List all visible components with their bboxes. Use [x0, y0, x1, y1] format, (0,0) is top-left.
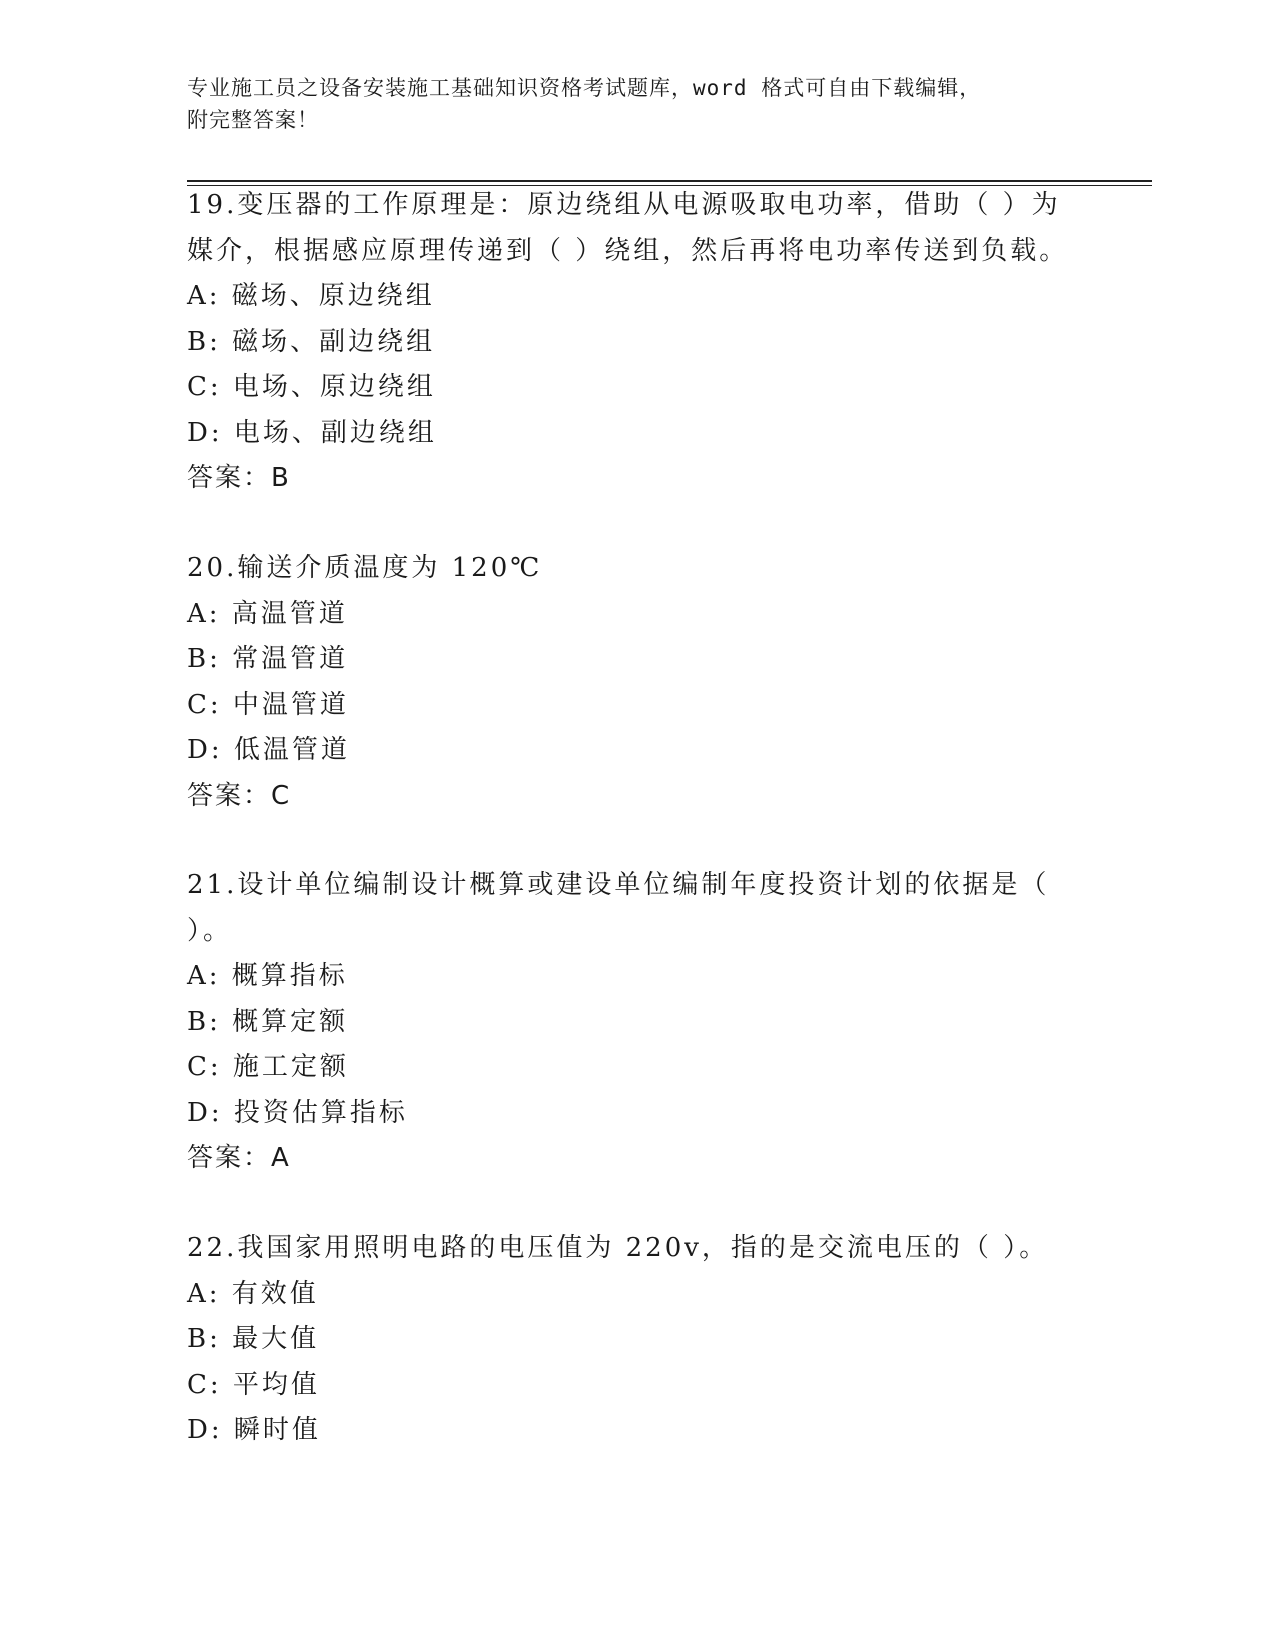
option-b: B: 概算定额 — [187, 1006, 349, 1037]
question-stem-line-1: 19.变压器的工作原理是：原边绕组从电源吸取电功率，借助（ ）为 — [187, 190, 1061, 220]
option-d: D: 电场、副边绕组 — [187, 417, 437, 448]
option-c: C: 中温管道 — [187, 689, 349, 720]
option-c: C: 平均值 — [187, 1369, 320, 1400]
question-stem-line-1: 22.我国家用照明电路的电压值为 220v，指的是交流电压的（ ）。 — [187, 1233, 1049, 1263]
option-d: D: 低温管道 — [187, 735, 350, 765]
question-stem-line-2: 媒介，根据感应原理传递到（ ）绕组，然后再将电功率传送到负载。 — [187, 235, 1069, 266]
option-d: D: 投资估算指标 — [187, 1097, 408, 1128]
question-20 — [187, 546, 1087, 819]
option-c: C: 施工定额 — [187, 1052, 349, 1082]
header-divider-thick — [187, 180, 1152, 182]
option-a: A: 概算指标 — [187, 961, 348, 991]
option-b: B: 最大值 — [187, 1324, 320, 1354]
answer-label: 答案：A — [187, 1143, 291, 1173]
question-21 — [187, 863, 1087, 1182]
option-a: A: 磁场、原边绕组 — [187, 281, 435, 311]
option-b: B: 常温管道 — [187, 644, 349, 674]
option-a: A: 有效值 — [187, 1278, 319, 1309]
answer-label: 答案：C — [187, 780, 292, 811]
header-line-2: 附完整答案！ — [187, 108, 319, 132]
document-header — [187, 72, 1067, 136]
question-19 — [187, 183, 1087, 502]
question-stem-line-2: ）。 — [187, 915, 233, 946]
option-a: A: 高温管道 — [187, 598, 348, 629]
question-stem-line-1: 20.输送介质温度为 120℃ — [187, 553, 543, 583]
option-c: C: 电场、原边绕组 — [187, 372, 436, 402]
option-d: D: 瞬时值 — [187, 1415, 321, 1445]
question-stem-line-1: 21.设计单位编制设计概算或建设单位编制年度投资计划的依据是（ — [187, 870, 1050, 900]
header-line-1: 专业施工员之设备安装施工基础知识资格考试题库，word 格式可自由下载编辑， — [187, 76, 982, 100]
option-b: B: 磁场、副边绕组 — [187, 326, 436, 357]
answer-label: 答案：B — [187, 463, 291, 493]
question-22 — [187, 1226, 1087, 1454]
